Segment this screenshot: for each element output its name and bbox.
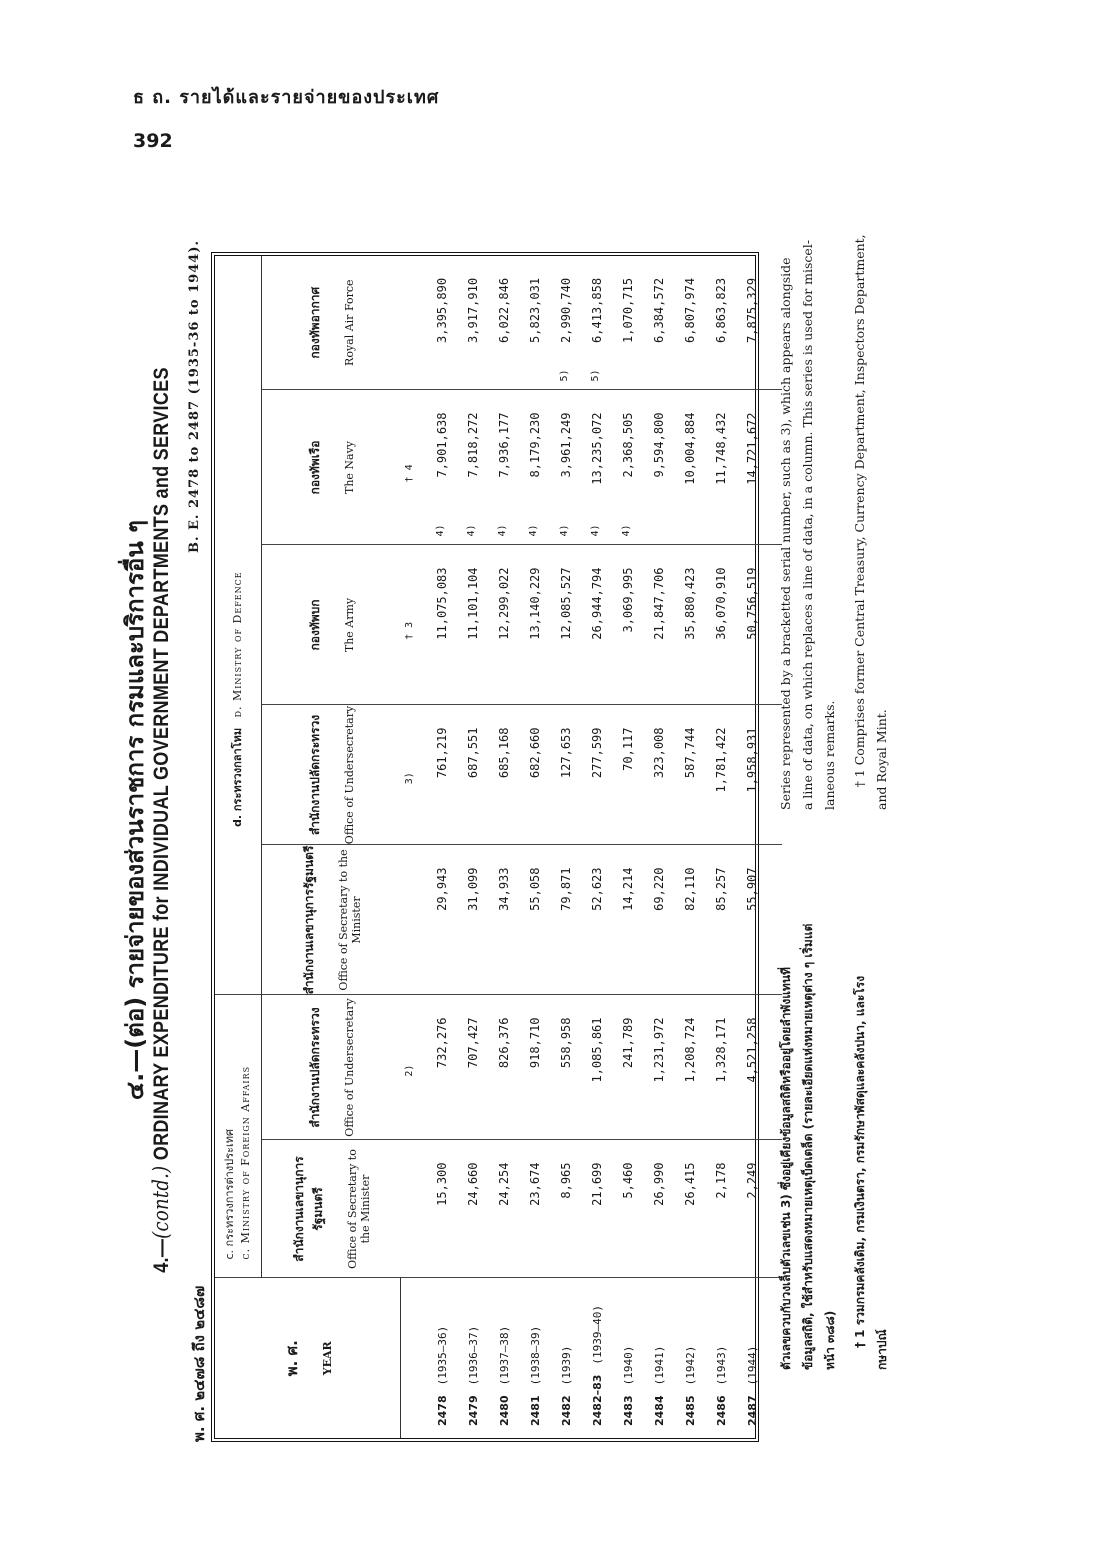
value-text: 11,075,083 — [434, 567, 449, 640]
footnote-marker: † 3 — [404, 621, 415, 640]
value-cell — [458, 705, 489, 845]
value-text: 36,070,910 — [714, 567, 728, 640]
note-thai-3: หน้า ๓๘๘) — [823, 1310, 837, 1370]
year-be: 2479 — [466, 1395, 480, 1426]
column-header — [262, 705, 401, 845]
year-ce: (1940) — [621, 1345, 635, 1386]
value-cell — [551, 256, 582, 390]
column-header-thai: สำนักงานปลัดกระทรวง — [308, 1007, 322, 1128]
value-text: 24,660 — [466, 1162, 480, 1206]
value-cell — [675, 1140, 706, 1278]
value-text: 14,721,672 — [745, 412, 759, 485]
column-header-english: Office of Undersecretary — [343, 705, 356, 845]
year-be: 2486 — [714, 1395, 728, 1426]
year-cell — [613, 1278, 644, 1438]
expenditure-table — [211, 252, 759, 1442]
value-cell — [675, 545, 706, 705]
year-be: 2485 — [683, 1395, 697, 1426]
note-thai-5: กษาปณ์ — [875, 1329, 889, 1370]
value-text: 761,219 — [434, 727, 449, 779]
value-text: 12,299,022 — [497, 567, 511, 640]
year-cell — [489, 1278, 520, 1438]
value-text: 6,384,572 — [652, 277, 666, 343]
value-text: 707,427 — [466, 1017, 480, 1069]
value-text: 558,958 — [559, 1017, 573, 1069]
year-ce: (1935–36) — [435, 1325, 449, 1386]
value-text: 11,748,432 — [714, 412, 728, 485]
group-foreign-affairs — [215, 995, 262, 1278]
column-header — [262, 545, 401, 705]
series-marker: 3) — [404, 772, 415, 785]
value-text: 6,022,846 — [497, 277, 511, 343]
group-defence — [215, 256, 262, 845]
value-cell — [675, 705, 706, 845]
value-cell — [644, 1140, 675, 1278]
value-text: 685,168 — [497, 727, 511, 779]
value-cell — [613, 1140, 644, 1278]
value-text: 6,807,974 — [683, 277, 697, 343]
value-cell — [582, 390, 613, 545]
value-text: 15,300 — [434, 1162, 449, 1206]
rotated-table-block — [115, 170, 1015, 1470]
value-text: 10,004,884 — [683, 412, 697, 485]
value-cell — [458, 545, 489, 705]
value-text: 277,599 — [590, 727, 604, 779]
value-text: 2,990,740 — [559, 277, 573, 343]
year-header-english: YEAR — [320, 1341, 334, 1376]
value-cell — [400, 545, 458, 705]
value-text: 21,699 — [590, 1162, 604, 1206]
value-text: 1,208,724 — [683, 1017, 697, 1083]
year-cell — [644, 1278, 675, 1438]
series-marker: 5) — [590, 369, 601, 382]
value-text: 1,231,972 — [652, 1017, 666, 1083]
value-text: 69,220 — [652, 867, 666, 911]
value-cell — [400, 256, 458, 390]
column-header-thai: สำนักงานปลัดกระทรวง — [308, 714, 322, 836]
value-cell — [675, 845, 706, 995]
value-cell — [551, 845, 582, 995]
value-cell — [644, 390, 675, 545]
note-thai-1: ตัวเลขควบกับวงเล็บตัวเลขเช่น 3) ซึ่งอยู่เคียงข้อมูลสถิติหรืออยู่โดยลำพังแทนที่ — [779, 967, 793, 1370]
value-text: 2,368,505 — [621, 412, 635, 478]
table-title-thai: ๔.—(ต่อ) รายจ่ายของส่วนราชการ กรมและบริการอื่น ๆ — [121, 520, 149, 1100]
value-cell — [520, 256, 551, 390]
value-cell — [706, 1140, 737, 1278]
year-cell — [458, 1278, 489, 1438]
value-cell — [675, 256, 706, 390]
value-text: 14,214 — [621, 867, 635, 911]
value-cell — [644, 995, 675, 1140]
value-cell — [551, 705, 582, 845]
column-header-thai: กองทัพเรือ — [308, 440, 322, 495]
year-cell — [675, 1278, 706, 1438]
table-row — [582, 256, 613, 1438]
value-text: 79,871 — [559, 867, 573, 911]
series-marker: 4) — [466, 524, 477, 537]
value-cell — [520, 995, 551, 1140]
year-header — [215, 1278, 400, 1438]
value-text: 13,140,229 — [528, 567, 542, 640]
value-text: 682,660 — [528, 727, 542, 779]
value-text: 55,058 — [528, 867, 542, 911]
table-row — [644, 256, 675, 1438]
note-english-3: laneous remarks. — [822, 700, 837, 810]
subtitle-english: B. E. 2478 to 2487 (1935-36 to 1944). — [187, 240, 202, 554]
year-cell — [520, 1278, 551, 1438]
year-ce: (1939) — [559, 1345, 573, 1386]
value-cell — [582, 545, 613, 705]
value-cell — [644, 545, 675, 705]
column-header — [262, 390, 401, 545]
column-header-english: Office of Secretary to the Minister — [346, 1149, 372, 1269]
value-text: 11,101,104 — [466, 567, 480, 640]
value-text: 24,254 — [497, 1162, 511, 1206]
value-cell — [458, 995, 489, 1140]
column-header-thai: สำนักงานเลขานุการรัฐมนตรี — [292, 1156, 325, 1262]
value-cell — [706, 256, 737, 390]
value-text: 127,653 — [559, 727, 573, 779]
value-text: 4,521,258 — [745, 1017, 759, 1083]
year-ce: (1942) — [683, 1345, 697, 1386]
value-cell — [644, 705, 675, 845]
value-cell — [489, 845, 520, 995]
title-text: ORDINARY EXPENDITURE for INDIVIDUAL GOVERNMENT DEPARTMENTS and SERVICES — [150, 367, 173, 1166]
value-cell — [613, 256, 644, 390]
year-header-thai: พ. ศ. — [282, 1340, 301, 1377]
value-text: 26,944,794 — [590, 567, 604, 640]
value-text: 82,110 — [683, 867, 697, 911]
table-row — [675, 256, 706, 1438]
year-cell — [551, 1278, 582, 1438]
value-cell — [582, 256, 613, 390]
value-cell — [458, 256, 489, 390]
value-cell — [706, 545, 737, 705]
value-cell — [400, 705, 458, 845]
table-row — [551, 256, 582, 1438]
value-text: 50,756,519 — [745, 567, 759, 640]
column-header — [262, 845, 401, 995]
value-text: 3,961,249 — [559, 412, 573, 478]
table-row — [458, 256, 489, 1438]
footnotes — [775, 220, 893, 1370]
note-english-1: Series represented by a bracketted serial number, such as 3), which appears alongside — [778, 257, 793, 810]
value-cell — [644, 256, 675, 390]
running-head: ธ ถ. รายได้และรายจ่ายของประเทศ — [133, 87, 440, 108]
value-text: 687,551 — [466, 727, 480, 779]
value-text: 8,965 — [559, 1162, 573, 1199]
column-header-thai: กองทัพบก — [308, 599, 322, 651]
value-cell — [582, 1140, 613, 1278]
value-cell — [400, 845, 458, 995]
value-cell — [675, 995, 706, 1140]
value-text: 1,085,861 — [590, 1017, 604, 1083]
value-cell — [400, 1140, 458, 1278]
subtitle-thai: พ. ศ. ๒๔๗๘ ถึง ๒๔๘๗ — [190, 1285, 208, 1442]
value-cell — [489, 995, 520, 1140]
series-marker: 4) — [590, 524, 601, 537]
value-text: 7,901,638 — [434, 412, 449, 478]
column-header-english: Royal Air Force — [343, 279, 356, 366]
title-contd: (contd.) — [149, 1165, 173, 1239]
group-d-thai: d. กระทรวงกลาโหม — [231, 727, 244, 827]
series-marker: 4) — [497, 524, 508, 537]
year-ce: (1937–38) — [497, 1325, 511, 1386]
value-cell — [520, 845, 551, 995]
series-marker: 4) — [528, 524, 539, 537]
table-title-english — [149, 295, 174, 1344]
value-cell — [400, 995, 458, 1140]
value-cell — [520, 705, 551, 845]
year-ce: (1939–40) — [590, 1304, 604, 1365]
value-text: 7,936,177 — [497, 412, 511, 478]
column-header — [262, 995, 401, 1140]
value-text: 1,070,715 — [621, 277, 635, 343]
group-c-thai: c. กระทรวงการต่างประเทศ — [223, 1129, 236, 1260]
value-text: 732,276 — [434, 1017, 449, 1069]
year-be: 2481 — [528, 1395, 542, 1426]
value-cell — [489, 705, 520, 845]
value-text: 12,085,527 — [559, 567, 573, 640]
value-text: 13,235,072 — [590, 412, 604, 485]
value-cell — [458, 845, 489, 995]
year-be: 2480 — [497, 1395, 511, 1426]
table-row — [706, 256, 737, 1438]
value-cell — [613, 845, 644, 995]
year-ce: (1938–39) — [528, 1325, 542, 1386]
year-cell — [706, 1278, 737, 1438]
value-text: 3,395,890 — [434, 277, 449, 343]
value-cell — [551, 1140, 582, 1278]
year-be: 2487 — [745, 1395, 759, 1426]
column-header-english: The Navy — [343, 440, 356, 495]
value-text: 2,178 — [714, 1162, 728, 1199]
value-text: 70,117 — [621, 727, 635, 771]
column-header-thai: สำนักงานเลขานุการรัฐมนตรี — [301, 845, 316, 995]
value-cell — [551, 995, 582, 1140]
value-cell — [582, 845, 613, 995]
value-text: 21,847,706 — [652, 567, 666, 640]
note-thai-4: † 1 รวมกรมคลังเดิม, กรมเงินตรา, กรมรักษาพัสดุและคลังปนา, และโรง — [853, 975, 867, 1348]
group-d-english: d. Ministry of Defence — [231, 571, 244, 718]
value-text: 26,990 — [652, 1162, 666, 1206]
value-text: 826,376 — [497, 1017, 511, 1069]
value-cell — [489, 545, 520, 705]
value-text: 55,907 — [745, 867, 759, 911]
year-cell — [582, 1278, 613, 1438]
year-be: 2482–83 — [590, 1374, 604, 1426]
footnote-marker: † 4 — [404, 464, 415, 483]
group-c-english: c. Ministry of Foreign Affairs — [239, 1065, 252, 1260]
value-cell — [706, 845, 737, 995]
value-text: 6,413,858 — [590, 277, 604, 343]
value-cell — [613, 995, 644, 1140]
year-be: 2483 — [621, 1395, 635, 1426]
value-text: 7,875,329 — [745, 277, 759, 343]
value-text: 5,823,031 — [528, 277, 542, 343]
value-cell — [706, 390, 737, 545]
table-row — [520, 256, 551, 1438]
value-cell — [458, 390, 489, 545]
value-text: 1,958,931 — [745, 727, 759, 793]
value-cell — [551, 545, 582, 705]
title-number: 4.— — [150, 1238, 173, 1273]
value-text: 3,917,910 — [466, 277, 480, 343]
value-cell — [706, 995, 737, 1140]
table-row — [400, 256, 458, 1438]
page-number: 392 — [133, 130, 173, 152]
series-marker: 4) — [434, 524, 446, 537]
value-text: 6,863,823 — [714, 277, 728, 343]
year-be: 2482 — [559, 1395, 573, 1426]
value-text: 52,623 — [590, 867, 604, 911]
value-text: 8,179,230 — [528, 412, 542, 478]
value-text: 34,933 — [497, 867, 511, 911]
value-text: 9,594,800 — [652, 412, 666, 478]
note-thai-2: ข้อมูลสถิติ, ใช้สำหรับแสดงหมายเหตุเบ็ดเตล็ด (รายละเอียดแห่งหมายเหตุต่าง ๆ เริ่มแต่ — [801, 923, 815, 1370]
value-cell — [489, 390, 520, 545]
value-cell — [458, 1140, 489, 1278]
value-text: 35,880,423 — [683, 567, 697, 640]
value-text: 31,099 — [466, 867, 480, 911]
value-cell — [489, 1140, 520, 1278]
value-text: 85,257 — [714, 867, 728, 911]
note-english-4: † 1 Comprises former Central Treasury, Currency Department, Inspectors Department, — [852, 234, 867, 788]
column-header — [262, 1140, 401, 1278]
value-text: 918,710 — [528, 1017, 542, 1069]
series-marker: 4) — [621, 524, 632, 537]
value-cell — [489, 256, 520, 390]
value-cell — [613, 390, 644, 545]
value-cell — [675, 390, 706, 545]
value-text: 29,943 — [434, 867, 449, 911]
column-header-thai: กองทัพอากาศ — [308, 286, 322, 359]
note-english-5: and Royal Mint. — [874, 709, 889, 810]
column-header-english: Office of Secretary to the Minister — [336, 849, 363, 991]
series-marker: 5) — [559, 369, 570, 382]
value-text: 7,818,272 — [466, 412, 480, 478]
year-ce: (1941) — [652, 1345, 666, 1386]
table-row — [613, 256, 644, 1438]
value-cell — [644, 845, 675, 995]
value-cell — [706, 705, 737, 845]
value-text: 1,328,171 — [714, 1017, 728, 1083]
year-ce: (1936–37) — [466, 1325, 480, 1386]
year-be: 2478 — [435, 1395, 449, 1426]
value-cell — [613, 545, 644, 705]
year-ce: (1943) — [714, 1345, 728, 1386]
value-cell — [520, 1140, 551, 1278]
table-row — [489, 256, 520, 1438]
column-header-english: The Army — [343, 597, 356, 653]
year-be: 2484 — [652, 1395, 666, 1426]
value-text: 3,069,995 — [621, 567, 635, 633]
column-header — [262, 256, 401, 390]
value-text: 5,460 — [621, 1162, 635, 1199]
value-text: 26,415 — [683, 1162, 697, 1206]
value-text: 1,781,422 — [714, 727, 728, 793]
series-marker: 2) — [404, 1064, 415, 1077]
value-cell — [582, 705, 613, 845]
value-cell — [520, 545, 551, 705]
value-cell — [400, 390, 458, 545]
value-cell — [613, 705, 644, 845]
value-text: 23,674 — [528, 1162, 542, 1206]
column-header-english: Office of Undersecretary — [343, 998, 356, 1137]
value-text: 587,744 — [683, 727, 697, 779]
group-empty — [215, 845, 262, 995]
series-marker: 4) — [559, 524, 570, 537]
value-text: 2,249 — [745, 1162, 759, 1199]
year-ce: (1944) — [745, 1345, 759, 1386]
value-cell — [582, 995, 613, 1140]
value-text: 241,789 — [621, 1017, 635, 1069]
value-cell — [520, 390, 551, 545]
value-cell — [551, 390, 582, 545]
note-english-2: a line of data, on which replaces a line of data, in a column. This series is used for miscel- — [800, 239, 815, 810]
year-cell — [400, 1278, 458, 1438]
value-text: 323,008 — [652, 727, 666, 779]
